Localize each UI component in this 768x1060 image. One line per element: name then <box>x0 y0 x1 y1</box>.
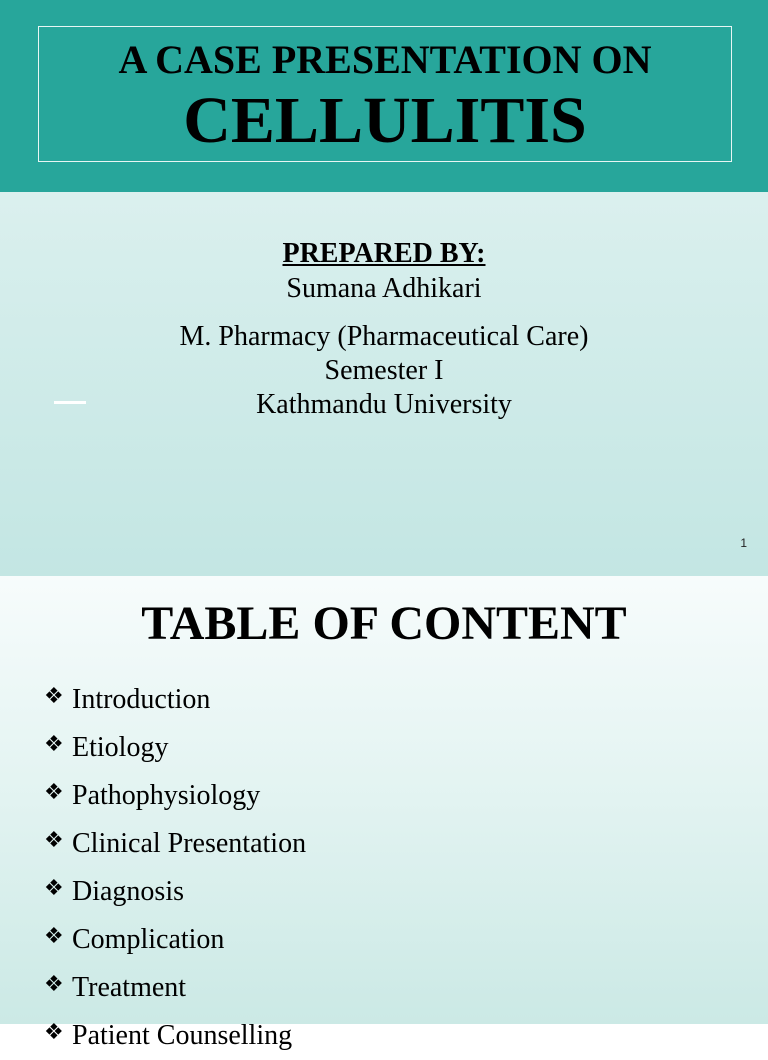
toc-item-label: Clinical Presentation <box>72 828 307 859</box>
decorative-dash <box>54 401 86 404</box>
diamond-bullet-icon: ❖ <box>44 924 64 949</box>
toc-item <box>44 820 306 868</box>
toc-item <box>44 868 306 916</box>
program-name: M. Pharmacy (Pharmaceutical Care) <box>179 321 589 352</box>
toc-item <box>44 1012 306 1060</box>
title-band <box>0 0 768 192</box>
toc-item <box>44 964 306 1012</box>
presentation-title: CELLULITIS <box>183 84 587 157</box>
table-of-content-slide <box>0 576 768 1051</box>
diamond-bullet-icon: ❖ <box>44 876 64 901</box>
toc-item-label: Diagnosis <box>72 876 184 907</box>
toc-item-label: Pathophysiology <box>72 780 261 811</box>
toc-item <box>44 772 306 820</box>
toc-item-label: Complication <box>72 924 225 955</box>
diamond-bullet-icon: ❖ <box>44 684 64 709</box>
semester-label: Semester I <box>324 355 444 386</box>
diamond-bullet-icon: ❖ <box>44 780 64 805</box>
diamond-bullet-icon: ❖ <box>44 732 64 757</box>
university-name: Kathmandu University <box>256 389 512 420</box>
diamond-bullet-icon: ❖ <box>44 972 64 997</box>
diamond-bullet-icon: ❖ <box>44 828 64 853</box>
presenter-name: Sumana Adhikari <box>286 273 482 304</box>
affiliation-block <box>0 320 768 422</box>
prepared-by-block <box>0 236 768 306</box>
toc-item <box>44 916 306 964</box>
presentation-subtitle: A CASE PRESENTATION ON <box>118 37 652 82</box>
prepared-by-label: PREPARED BY: <box>282 238 486 269</box>
toc-list <box>44 676 306 1060</box>
toc-item-label: Etiology <box>72 732 169 763</box>
toc-item-label: Introduction <box>72 684 211 715</box>
toc-title: TABLE OF CONTENT <box>141 597 627 650</box>
toc-item <box>44 676 306 724</box>
slide-number: 1 <box>740 536 747 550</box>
toc-item <box>44 724 306 772</box>
diamond-bullet-icon: ❖ <box>44 1020 64 1045</box>
title-box <box>38 26 732 162</box>
toc-item-label: Patient Counselling <box>72 1020 293 1051</box>
toc-item-label: Treatment <box>72 972 187 1003</box>
